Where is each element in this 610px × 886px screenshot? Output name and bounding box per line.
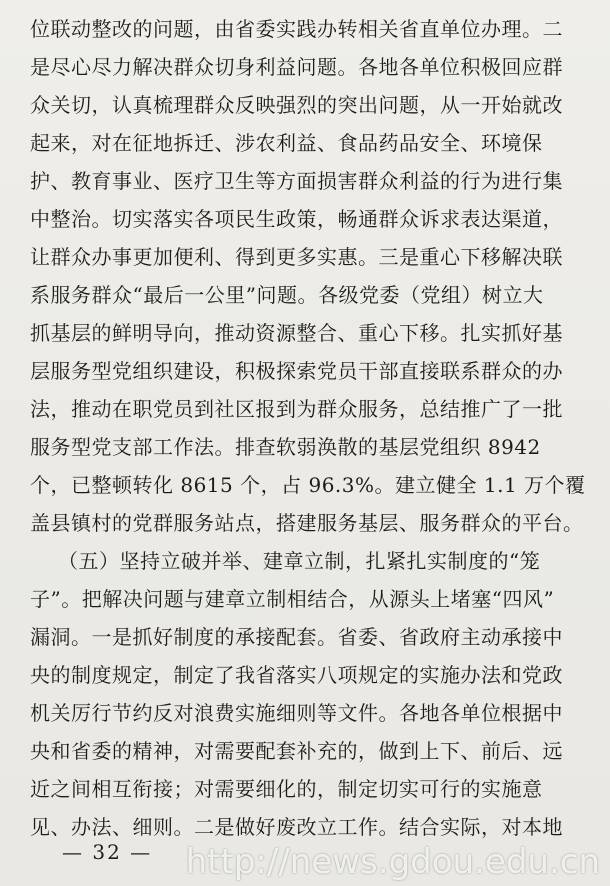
text-line: 让群众办事更加便利、得到更多实惠。三是重心下移解决联 — [30, 245, 563, 269]
text-line: 系服务群众“最后一公里”问题。各级党委（党组）树立大 — [30, 283, 544, 307]
text-line: 机关厉行节约反对浪费实施细则等文件。各地各单位根据中 — [30, 701, 563, 725]
text-line: 漏洞。一是抓好制度的承接配套。省委、省政府主动承接中 — [30, 625, 563, 649]
text-line: 众关切，认真梳理群众反映强烈的突出问题，从一开始就改 — [30, 93, 563, 117]
text-line: 法，推动在职党员到社区报到为群众服务，总结推广了一批 — [30, 397, 563, 421]
text-line: 护、教育事业、医疗卫生等方面损害群众利益的行为进行集 — [30, 169, 563, 193]
text-line: 是尽心尽力解决群众切身利益问题。各地各单位积极回应群 — [30, 55, 563, 79]
text-line: 近之间相互衔接；对需要细化的，制定切实可行的实施意 — [30, 777, 543, 801]
text-line: 个，已整顿转化 8615 个，占 96.3%。建立健全 1.1 万个覆 — [30, 473, 586, 497]
page-number: — 32 — — [62, 840, 153, 864]
text-line: 央的制度规定，制定了我省落实八项规定的实施办法和党政 — [30, 663, 563, 687]
text-line: 中整治。切实落实各项民生政策，畅通群众诉求表达渠道， — [30, 207, 563, 231]
section-heading-line: （五）坚持立破并举、建章立制，扎紧扎实制度的“笼 — [58, 549, 541, 573]
text-line: 位联动整改的问题，由省委实践办转相关省直单位办理。二 — [30, 17, 563, 41]
text-line: 盖县镇村的党群服务站点，搭建服务基层、服务群众的平台。 — [30, 511, 584, 535]
text-line: 起来，对在征地拆迁、涉农利益、食品药品安全、环境保 — [30, 131, 543, 155]
text-line: 见、办法、细则。二是做好废改立工作。结合实际，对本地 — [30, 815, 563, 839]
text-line: 抓基层的鲜明导向，推动资源整合、重心下移。扎实抓好基 — [30, 321, 563, 345]
text-line: 子”。把解决问题与建章立制相结合，从源头上堵塞“四风” — [30, 587, 555, 611]
text-line: 央和省委的精神，对需要配套补充的，做到上下、前后、远 — [30, 739, 563, 763]
text-line: 层服务型党组织建设，积极探索党员干部直接联系群众的办 — [30, 359, 563, 383]
website-watermark: http://news.gdou.edu.cn — [185, 842, 600, 882]
text-line: 服务型党支部工作法。排查软弱涣散的基层党组织 8942 — [30, 435, 541, 459]
